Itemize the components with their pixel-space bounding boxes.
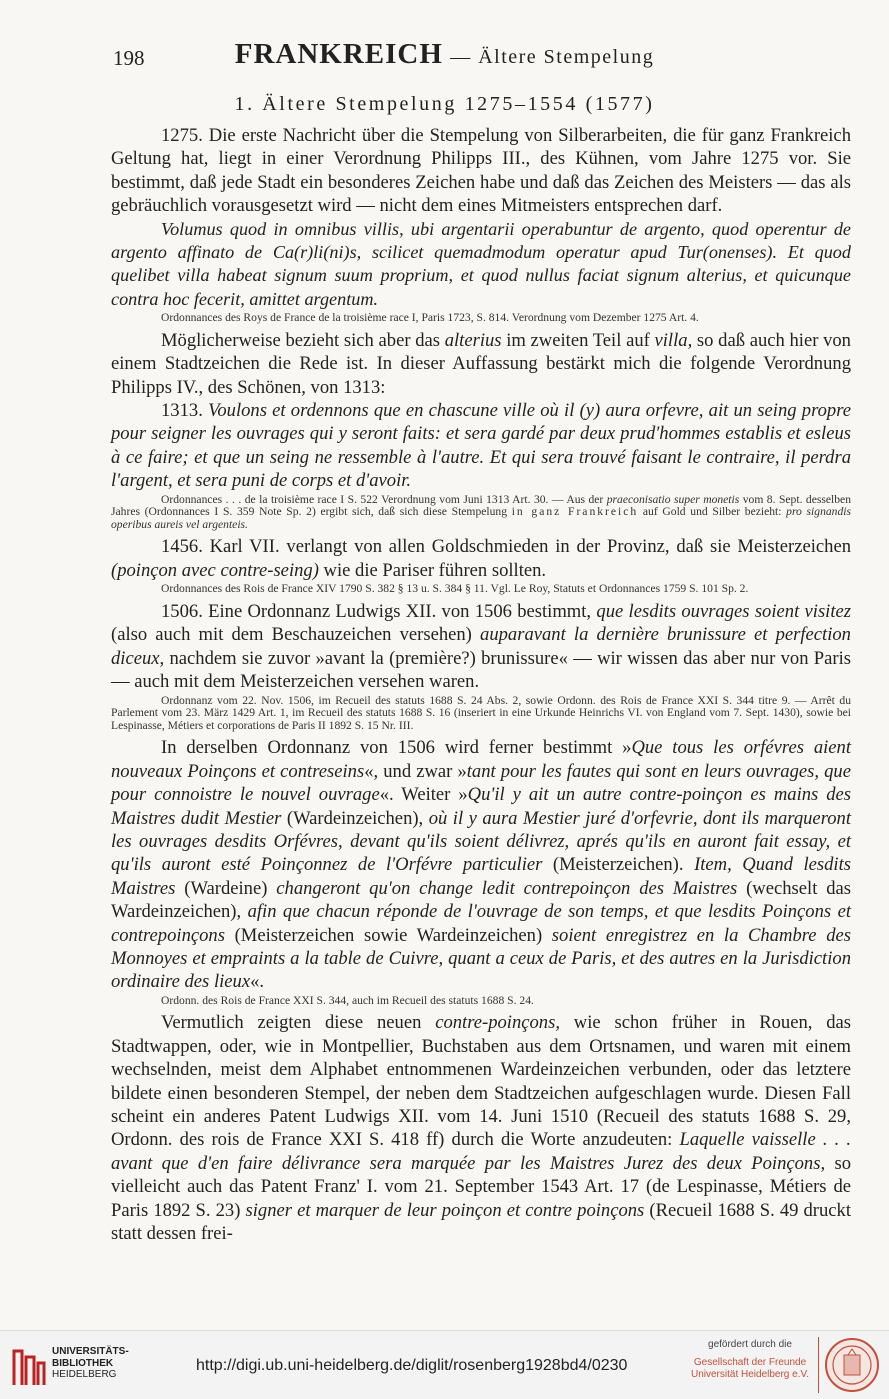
paragraph-alterius: Möglicherweise bezieht sich aber das alterius im zweiten Teil auf villa, so daß auch hier von einem Stadtzeichen die Rede ist. In dieser Auffassung bestärkt mich die folgende Verordnung Philipps IV., des Schönen, von 1313: <box>111 329 851 398</box>
paragraph-1313: 1313. Voulons et ordennons que en chascune ville où il (y) aura orfevre, ait un seing propre pour seigner les ouvrages qui y seront faits: et sera gardé par deux prud'hommes establis et esleus à ce faire; et que un seing ne ressemble à l'autre. Et qui sera trouvé faisant le contraire, il perdra l'argent, et sera puni de corps et d'avoir. <box>111 400 852 492</box>
footnote-1506: Ordonnanz vom 22. Nov. 1506, im Recueil des statuts 1688 S. 24 Abs. 2, sowie Ordonn. des Rois de France XXI S. 344 titre 9. — Arrêt du Parlement vom 23. März 1429 Art. 1, im Recueil des statuts 1688 S. 16 (inseriert in eine Urkunde Heinrichs VI. von England vom 7. Sept. 1430), sowie bei Lespinasse, Métiers et corporations de Paris II 1892 S. 15 Nr. III. <box>111 693 851 732</box>
paragraph-1456: 1456. Karl VII. verlangt von allen Goldschmieden in der Provinz, daß sie Meisterzeichen (poinçon avec contre-seing) wie die Pariser führen sollten. <box>111 536 851 581</box>
page-number: 198 <box>113 46 145 70</box>
society-name: Gesellschaft der Freunde Universität Heidelberg e.V. <box>690 1357 810 1380</box>
permalink-url[interactable]: http://digi.ub.uni-heidelberg.de/diglit/rosenberg1928bd4/0230 <box>196 1357 628 1374</box>
paragraph-1506: 1506. Eine Ordonnanz Ludwigs XII. von 1506 bestimmt, que lesdits ouvrages soient visitez (also auch mit dem Beschauzeichen versehen) auparavant la dernière brunissure et perfection diceux, nachdem sie zuvor »avant la (première?) brunissure« — wir wissen das aber nur von Paris — auch mit dem Meisterzeichen versehen waren. <box>111 600 852 693</box>
footnote-derselben: Ordonn. des Rois de France XXI S. 344, auch im Recueil des statuts 1688 S. 24. <box>161 993 534 1007</box>
quote-1275: Volumus quod in omnibus villis, ubi argentarii operabuntur de argento, quod operentur de argento affinato de Ca(r)li(ni)s, scilicet quemadmodum operatur apud Tur(onenses). Et quod quelibet villa habeat signum suum proprium, et quod nullus faciat signum alterius, et quicunque contra hoc fecerit, amittet argentum. <box>111 218 851 309</box>
footer-divider <box>818 1337 819 1393</box>
paragraph-derselben: In derselben Ordonnanz von 1506 wird ferner bestimmt »Que tous les orfévres aient nouveaux Poinçons et contreseins«, und zwar »tant pour les fautes qui sont en leurs ouvrages, que pour connoistre le nouvel ouvrage«. Weiter »Qu'il y ait un autre contre-poinçon es mains des Maistres dudit Mestier (Wardeinzeichen), où il y aura Mestier juré d'orfevrie, dont ils marqueront les ouvrages desdits Orfévres, devant qu'ils soient délivrez, aprés qu'ils en auront fait essay, et qu'ils auront esté Poinçonnez de l'Orfévre particulier (Meisterzeichen). Item, Quand lesdits Maistres (Wardeine) changeront qu'on change ledit contrepoinçon des Maistres (wechselt das Wardeinzeichen), afin que chacun réponde de l'ouvrage de son temps, et que lesdits Poinçons et contrepoinçons (Meisterzeichen sowie Wardeinzeichen) soient enregistrez en la Chambre des Monnoyes et empraints a la table de Cuivre, quant a ceux de Paris, et des autres en la Jurisdiction ordinaire des lieux«. <box>111 737 852 993</box>
title-main: FRANKREICH <box>234 38 443 70</box>
footnote-1313: Ordonnances . . . de la troisième race I S. 522 Verordnung vom Juni 1313 Art. 30. — Aus der praeconisatio super monetis vom 8. Sept. desselben Jahres (Ordonnances I S. 359 Note Sp. 2) ergibt sich, daß sich diese Stempelung in ganz Frankreich auf Gold und Silber bezieht: pro signandis operibus aureis vel argenteis. <box>111 492 852 531</box>
section-heading: 1. Ältere Stempelung 1275–1554 (1577) <box>234 93 655 115</box>
university-library-name: UNIVERSITÄTS- BIBLIOTHEK HEIDELBERG <box>52 1346 129 1380</box>
digitization-footer <box>0 1330 889 1399</box>
paragraph-vermutlich: Vermutlich zeigten diese neuen contre-poinçons, wie schon früher in Rouen, das Stadtwappen, oder, wie in Montpellier, Buchstaben aus dem Ortsnamen, und waren mit einem wechselnden, meist dem Alphabet entnommenen Wardeinzeichen verbunden, oder das letztere bildete einen besonderen Stempel, der neben dem Stadtzeichen aufgeschlagen wurde. Diesen Fall scheint ein anderes Patent Ludwigs XII. vom 14. Juni 1510 (Recueil des statuts 1688 S. 29, Ordonn. des rois de France XXI S. 418 ff) durch die Worte anzudeuten: Laquelle vaisselle . . . avant que d'en faire délivrance sera marquée par les Maistres Jurez des deux Poinçons, so vielleicht auch das Patent Franz' I. vom 21. September 1543 Art. 17 (de Lespinasse, Métiers de Paris 1892 S. 23) signer et marquer de leur poinçon et contre poinçons (Recueil 1688 S. 49 druckt statt dessen frei- <box>111 1012 852 1244</box>
university-library-logo-icon <box>8 1345 48 1389</box>
text-body <box>111 124 851 1245</box>
paragraph-1275: 1275. Die erste Nachricht über die Stempelung von Silberarbeiten, die für ganz Frankreich Geltung hat, liegt in einer Verordnung Philipps III., des Kühnen, vom Jahre 1275 vor. Sie bestimmt, daß jede Stadt ein besonderes Zeichen habe und daß das Zeichen des Meisters — das als gebräuchlich vorausgesetzt wird — nicht dem eines Mitmeisters entsprechen darf. <box>111 125 851 217</box>
footnote-1275: Ordonnances des Roys de France de la troisième race I, Paris 1723, S. 814. Verordnung vom Dezember 1275 Art. 4. <box>161 311 699 325</box>
running-title <box>0 38 889 71</box>
funded-by-label: gefördert durch die <box>708 1339 792 1350</box>
university-seal-icon <box>824 1337 880 1393</box>
running-header <box>0 38 889 78</box>
footnote-1456: Ordonnances des Rois de France XIV 1790 S. 382 § 13 u. S. 384 § 11. Vgl. Le Roy, Statuts et Ordonnances 1759 S. 101 Sp. 2. <box>161 582 749 596</box>
title-sub: — Ältere Stempelung <box>450 46 655 68</box>
